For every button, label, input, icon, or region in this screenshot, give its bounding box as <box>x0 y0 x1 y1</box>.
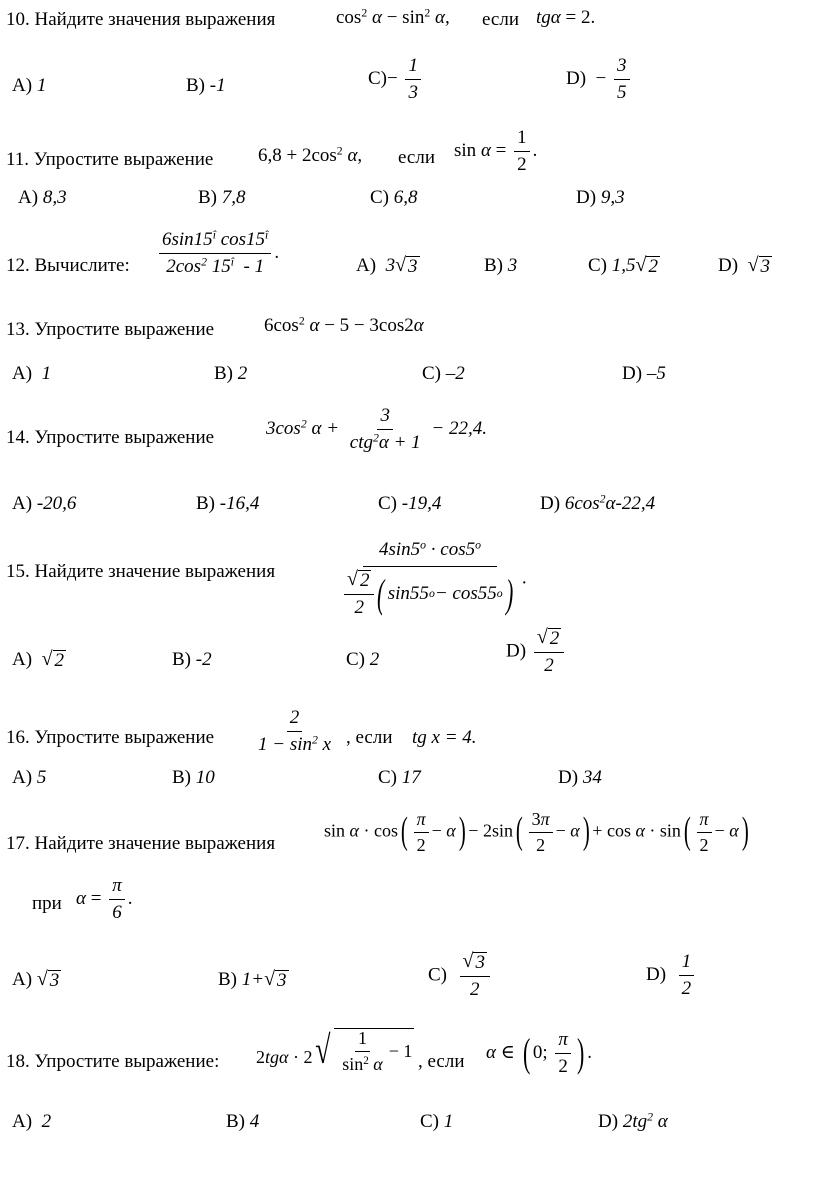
q18-option-c: C) 1 <box>420 1111 454 1132</box>
q11-option-c: C) 6,8 <box>370 187 418 208</box>
q14-expression: $3\cos^2$ α + $\frac{3}{ctg^2\alpha + 1}$ − 22,4. <box>266 405 487 453</box>
q14-label: 14. Упростите выражение <box>6 427 215 448</box>
q17-option-d: D) $\frac{1}{2}$ <box>646 952 697 999</box>
q12-option-d: D) √ 3 <box>718 254 771 277</box>
q14-option-d: D) $6\cos^2\alpha-22,4$ <box>540 492 656 514</box>
q14-option-a: A) -20,6 <box>12 493 77 514</box>
q10-option-b: B) -1 <box>186 75 226 96</box>
q12-label: 12. Вычислите: <box>6 255 130 276</box>
q10-option-d: D) − $\frac{3}{5}$ <box>566 56 633 103</box>
q13-option-a: A) 1 <box>12 363 52 384</box>
q13-expression: $6\cos^2$ α − 5 − 3cos2α <box>264 314 424 336</box>
q11-expression: $6,8 + 2\cos^2$ α, <box>258 144 363 166</box>
q16-option-c: C) 17 <box>378 767 421 788</box>
q17-condition: α = $\frac{\pi}{6}$ . <box>76 875 133 923</box>
q16-option-d: D) 34 <box>558 767 602 788</box>
q10-condition: tgα = 2. <box>536 7 596 28</box>
q12-option-c: C) 1,5 √ 2 <box>588 254 658 277</box>
q10-option-a: A) 1 <box>12 75 47 96</box>
q18-option-b: B) 4 <box>226 1111 260 1132</box>
q14-option-c: C) -19,4 <box>378 493 442 514</box>
q17-option-a: A) √ 3 <box>12 968 60 991</box>
q10-option-c: C)− $\frac{1}{3}$ <box>368 56 424 103</box>
q17-condition-word: при <box>32 893 62 914</box>
q15-label: 15. Найдите значение выражения <box>6 561 276 582</box>
q15-expression: $4\sin 5^o \cdot \cos 5^o$ √ 2 2 ( sin55 o − cos55 o ) . <box>338 540 527 618</box>
q18-condition: α ∈ ( 0; $\frac{\pi}{2}$ ) . <box>486 1029 592 1077</box>
q18-option-a: A) 2 <box>12 1111 52 1132</box>
q16-condition: tg x = 4. <box>412 727 477 748</box>
q16-option-b: B) 10 <box>172 767 215 788</box>
q16-label: 16. Упростите выражение <box>6 727 215 748</box>
q11-option-a: A) 8,3 <box>18 187 67 208</box>
q12-expression: $\frac{6\sin 15^î \cos 15^î}{2\cos^2 15^î - 1}$ . <box>156 230 279 277</box>
q18-expression: 2tgα · 2 √ $\frac{1}{\sin^2 \alpha}$ − 1 <box>256 1028 413 1074</box>
q10-expression: $\cos^2 \alpha - \sin^2 \alpha$, <box>336 6 450 28</box>
q15-option-b: B) -2 <box>172 649 212 670</box>
q11-condition-word: если <box>398 147 435 168</box>
q14-option-b: B) -16,4 <box>196 493 260 514</box>
q13-label: 13. Упростите выражение <box>6 319 215 340</box>
q11-option-b: B) 7,8 <box>198 187 246 208</box>
q13-option-c: C) –2 <box>422 363 465 384</box>
q12-option-a: A) 3 √ 3 <box>356 254 418 277</box>
q10-label: 10. Найдите значения выражения <box>6 9 276 30</box>
q17-label: 17. Найдите значение выражения <box>6 833 276 854</box>
q16-expression: $\frac{2}{1 - \sin^2 x}$ <box>258 707 332 755</box>
q18-label: 18. Упростите выражение: <box>6 1051 220 1072</box>
q17-option-c: C) √ 3 2 <box>428 952 493 1000</box>
q15-option-d: D) √ 2 2 <box>506 628 567 676</box>
q18-condition-word: , если <box>418 1051 465 1072</box>
q13-option-b: B) 2 <box>214 363 248 384</box>
q16-option-a: A) 5 <box>12 767 47 788</box>
q10-condition-word: если <box>482 9 519 30</box>
q16-condition-word: , если <box>346 727 393 748</box>
q13-option-d: D) –5 <box>622 363 666 384</box>
q15-option-c: C) 2 <box>346 649 380 670</box>
q11-option-d: D) 9,3 <box>576 187 625 208</box>
q11-label: 11. Упростите выражение <box>6 149 214 170</box>
q17-expression: sin α · cos( $\frac{\pi}{2}$ − α) − 2sin( $\frac{3\pi}{2}$ − α) + cos α · sin( $\frac{\pi}{2}$ − α) <box>324 809 749 855</box>
q11-condition: sin α = $\frac{1}{2}$ . <box>454 127 538 175</box>
q18-option-d: D) $2tg^2$ α <box>598 1110 668 1132</box>
q15-option-a: A) √ 2 <box>12 648 65 671</box>
q17-option-b: B) 1+ √ 3 <box>218 968 287 991</box>
q12-option-b: B) 3 <box>484 255 518 276</box>
